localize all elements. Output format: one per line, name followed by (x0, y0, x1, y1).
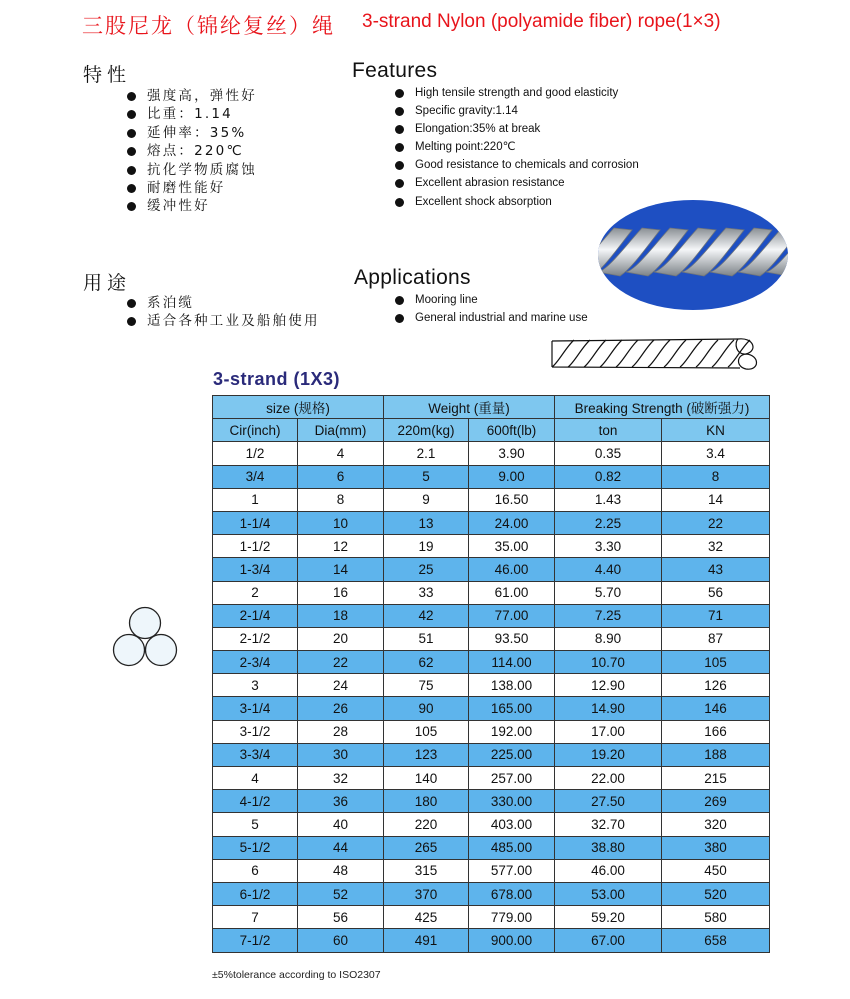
table-cell: 12 (298, 535, 384, 558)
table-row (213, 535, 770, 558)
table-cell: 22.00 (555, 767, 662, 790)
table-cell: 22 (298, 651, 384, 674)
table-group-header-row (213, 396, 770, 419)
table-cell: 4 (298, 442, 384, 465)
table-cell: 24.00 (469, 511, 555, 534)
table-row (213, 697, 770, 720)
table-cell: 658 (662, 929, 770, 952)
table-cell: 779.00 (469, 906, 555, 929)
table-cell: 9 (384, 488, 469, 511)
table-cell: 28 (298, 720, 384, 743)
tolerance-note: ±5%tolerance according to ISO2307 (212, 969, 381, 981)
table-cell: 52 (298, 882, 384, 905)
table-cell: 192.00 (469, 720, 555, 743)
applications-list-cn (127, 294, 320, 331)
table-cell: 257.00 (469, 767, 555, 790)
table-cell: 10 (298, 511, 384, 534)
table-cell: 265 (384, 836, 469, 859)
table-column-header-row (213, 419, 770, 442)
table-cell: 77.00 (469, 604, 555, 627)
three-strand-cross-section-icon (105, 600, 185, 670)
table-row (213, 651, 770, 674)
table-row (213, 674, 770, 697)
table-cell: 5 (213, 813, 298, 836)
feature-item-cn: 强度高，弹性好 (127, 87, 257, 105)
feature-item-cn: 熔点：220℃ (127, 142, 257, 160)
specification-table (212, 395, 770, 953)
table-cell: 10.70 (555, 651, 662, 674)
table-cell: 48 (298, 859, 384, 882)
table-cell: 105 (662, 651, 770, 674)
table-cell: 62 (384, 651, 469, 674)
table-cell: 33 (384, 581, 469, 604)
table-cell: 6 (213, 859, 298, 882)
applications-list-en (395, 291, 588, 327)
table-cell: 46.00 (469, 558, 555, 581)
table-cell: 485.00 (469, 836, 555, 859)
table-cell: 90 (384, 697, 469, 720)
table-cell: 3-1/2 (213, 720, 298, 743)
table-cell: 425 (384, 906, 469, 929)
table-cell: 215 (662, 767, 770, 790)
feature-item-en: Excellent abrasion resistance (395, 174, 639, 192)
table-cell: 2-1/2 (213, 627, 298, 650)
rope-twist-line (552, 340, 574, 367)
applications-heading-en: Applications (354, 266, 471, 289)
table-cell: 2-1/4 (213, 604, 298, 627)
table-cell: 14 (298, 558, 384, 581)
table-cell: 32 (298, 767, 384, 790)
rope-twist-line (664, 340, 686, 367)
table-row (213, 836, 770, 859)
table-cell: 0.35 (555, 442, 662, 465)
table-row (213, 882, 770, 905)
rope-twist-line (568, 340, 590, 367)
table-row (213, 511, 770, 534)
rope-twist-line (600, 340, 622, 367)
feature-item-en: Good resistance to chemicals and corrosion (395, 156, 639, 174)
table-cell: 60 (298, 929, 384, 952)
title-english: 3-strand Nylon (polyamide fiber) rope(1×3) (362, 11, 721, 32)
table-row (213, 720, 770, 743)
table-cell: 1 (213, 488, 298, 511)
table-cell: 520 (662, 882, 770, 905)
table-cell: 22 (662, 511, 770, 534)
table-cell: 7 (213, 906, 298, 929)
rope-twist-line (616, 340, 638, 367)
table-cell: 19.20 (555, 743, 662, 766)
table-cell: 35.00 (469, 535, 555, 558)
table-cell: 19 (384, 535, 469, 558)
table-cell: 2 (213, 581, 298, 604)
table-cell: 40 (298, 813, 384, 836)
table-cell: 165.00 (469, 697, 555, 720)
weight-group-header: Weight (重量) (384, 396, 555, 419)
table-row (213, 859, 770, 882)
table-row (213, 767, 770, 790)
feature-item-en: Elongation:35% at break (395, 120, 639, 138)
feature-item-en: High tensile strength and good elasticity (395, 84, 639, 102)
table-cell: 7-1/2 (213, 929, 298, 952)
table-cell: 1.43 (555, 488, 662, 511)
table-cell: 75 (384, 674, 469, 697)
rope-twist-line (584, 340, 606, 367)
table-cell: 3 (213, 674, 298, 697)
table-row (213, 442, 770, 465)
feature-item-en: Excellent shock absorption (395, 193, 639, 211)
table-cell: 114.00 (469, 651, 555, 674)
table-cell: 2-3/4 (213, 651, 298, 674)
table-cell: 269 (662, 790, 770, 813)
column-header: 220m(kg) (384, 419, 469, 442)
table-cell: 46.00 (555, 859, 662, 882)
table-cell: 403.00 (469, 813, 555, 836)
table-cell: 93.50 (469, 627, 555, 650)
table-cell: 166 (662, 720, 770, 743)
table-cell: 900.00 (469, 929, 555, 952)
table-cell: 43 (662, 558, 770, 581)
table-row (213, 581, 770, 604)
table-cell: 220 (384, 813, 469, 836)
table-cell: 67.00 (555, 929, 662, 952)
title-chinese: 三股尼龙（锦纶复丝）绳 (82, 14, 335, 38)
column-header: 600ft(lb) (469, 419, 555, 442)
table-cell: 146 (662, 697, 770, 720)
table-cell: 6-1/2 (213, 882, 298, 905)
table-cell: 14 (662, 488, 770, 511)
table-cell: 4 (213, 767, 298, 790)
table-cell: 61.00 (469, 581, 555, 604)
table-cell: 8 (662, 465, 770, 488)
table-cell: 36 (298, 790, 384, 813)
rope-twist-line (680, 340, 702, 367)
table-cell: 330.00 (469, 790, 555, 813)
table-cell: 4-1/2 (213, 790, 298, 813)
table-cell: 140 (384, 767, 469, 790)
table-cell: 3.4 (662, 442, 770, 465)
feature-item-cn: 耐磨性能好 (127, 179, 257, 197)
table-cell: 1-3/4 (213, 558, 298, 581)
table-cell: 8 (298, 488, 384, 511)
table-cell: 32.70 (555, 813, 662, 836)
table-cell: 3-3/4 (213, 743, 298, 766)
table-cell: 44 (298, 836, 384, 859)
table-cell: 123 (384, 743, 469, 766)
column-header: Cir(inch) (213, 419, 298, 442)
table-cell: 3/4 (213, 465, 298, 488)
column-header: ton (555, 419, 662, 442)
breaking-strength-group-header: Breaking Strength (破断强力) (555, 396, 770, 419)
column-header: Dia(mm) (298, 419, 384, 442)
feature-item-cn: 缓冲性好 (127, 197, 257, 215)
table-cell: 188 (662, 743, 770, 766)
features-list-cn (127, 87, 257, 216)
table-cell: 9.00 (469, 465, 555, 488)
table-cell: 678.00 (469, 882, 555, 905)
table-cell: 59.20 (555, 906, 662, 929)
table-cell: 27.50 (555, 790, 662, 813)
table-cell: 370 (384, 882, 469, 905)
table-cell: 56 (298, 906, 384, 929)
feature-item-en: Specific gravity:1.14 (395, 102, 639, 120)
table-cell: 8.90 (555, 627, 662, 650)
features-heading-cn: 特性 (83, 64, 132, 86)
table-cell: 5-1/2 (213, 836, 298, 859)
rope-drawing-icon (548, 333, 768, 373)
application-item-en: Mooring line (395, 291, 588, 309)
table-cell: 450 (662, 859, 770, 882)
table-cell: 1-1/2 (213, 535, 298, 558)
table-cell: 12.90 (555, 674, 662, 697)
table-cell: 138.00 (469, 674, 555, 697)
rope-twist-line (632, 340, 654, 367)
rope-outline (552, 339, 740, 368)
table-cell: 5 (384, 465, 469, 488)
table-cell: 180 (384, 790, 469, 813)
rope-end-strand (739, 354, 757, 369)
applications-heading-cn: 用途 (83, 272, 132, 294)
table-cell: 580 (662, 906, 770, 929)
table-cell: 380 (662, 836, 770, 859)
table-row (213, 929, 770, 952)
table-cell: 105 (384, 720, 469, 743)
table-cell: 5.70 (555, 581, 662, 604)
table-row (213, 627, 770, 650)
table-row (213, 558, 770, 581)
feature-item-en: Melting point:220℃ (395, 138, 639, 156)
rope-twist-line (712, 340, 734, 367)
table-cell: 2.1 (384, 442, 469, 465)
size-group-header: size (规格) (213, 396, 384, 419)
table-cell: 3-1/4 (213, 697, 298, 720)
table-title: 3-strand (1X3) (213, 369, 341, 389)
table-cell: 16 (298, 581, 384, 604)
feature-item-cn: 抗化学物质腐蚀 (127, 161, 257, 179)
table-cell: 3.30 (555, 535, 662, 558)
table-cell: 17.00 (555, 720, 662, 743)
table-cell: 3.90 (469, 442, 555, 465)
table-cell: 56 (662, 581, 770, 604)
table-cell: 16.50 (469, 488, 555, 511)
table-cell: 2.25 (555, 511, 662, 534)
table-cell: 87 (662, 627, 770, 650)
table-row (213, 604, 770, 627)
table-cell: 13 (384, 511, 469, 534)
table-cell: 126 (662, 674, 770, 697)
table-cell: 225.00 (469, 743, 555, 766)
table-cell: 315 (384, 859, 469, 882)
table-cell: 1-1/4 (213, 511, 298, 534)
table-row (213, 743, 770, 766)
features-heading-en: Features (352, 59, 438, 82)
table-row (213, 790, 770, 813)
table-cell: 25 (384, 558, 469, 581)
table-cell: 20 (298, 627, 384, 650)
table-cell: 38.80 (555, 836, 662, 859)
table-cell: 18 (298, 604, 384, 627)
table-cell: 7.25 (555, 604, 662, 627)
table-cell: 30 (298, 743, 384, 766)
table-cell: 320 (662, 813, 770, 836)
rope-twist-line (648, 340, 670, 367)
table-cell: 42 (384, 604, 469, 627)
table-row (213, 813, 770, 836)
application-item-en: General industrial and marine use (395, 309, 588, 327)
features-list-en (395, 84, 639, 211)
table-cell: 53.00 (555, 882, 662, 905)
table-cell: 24 (298, 674, 384, 697)
table-cell: 6 (298, 465, 384, 488)
table-cell: 577.00 (469, 859, 555, 882)
table-cell: 71 (662, 604, 770, 627)
table-row (213, 906, 770, 929)
table-cell: 14.90 (555, 697, 662, 720)
table-cell: 0.82 (555, 465, 662, 488)
table-cell: 51 (384, 627, 469, 650)
feature-item-cn: 延伸率：35% (127, 124, 257, 142)
table-cell: 1/2 (213, 442, 298, 465)
table-cell: 26 (298, 697, 384, 720)
table-row (213, 488, 770, 511)
table-cell: 491 (384, 929, 469, 952)
rope-photo-icon (598, 200, 788, 310)
table-cell: 32 (662, 535, 770, 558)
feature-item-cn: 比重：1.14 (127, 105, 257, 123)
table-cell: 4.40 (555, 558, 662, 581)
application-item-cn: 适合各种工业及船舶使用 (127, 312, 320, 330)
table-row (213, 465, 770, 488)
application-item-cn: 系泊缆 (127, 294, 320, 312)
rope-twist-line (696, 340, 718, 367)
column-header: KN (662, 419, 770, 442)
